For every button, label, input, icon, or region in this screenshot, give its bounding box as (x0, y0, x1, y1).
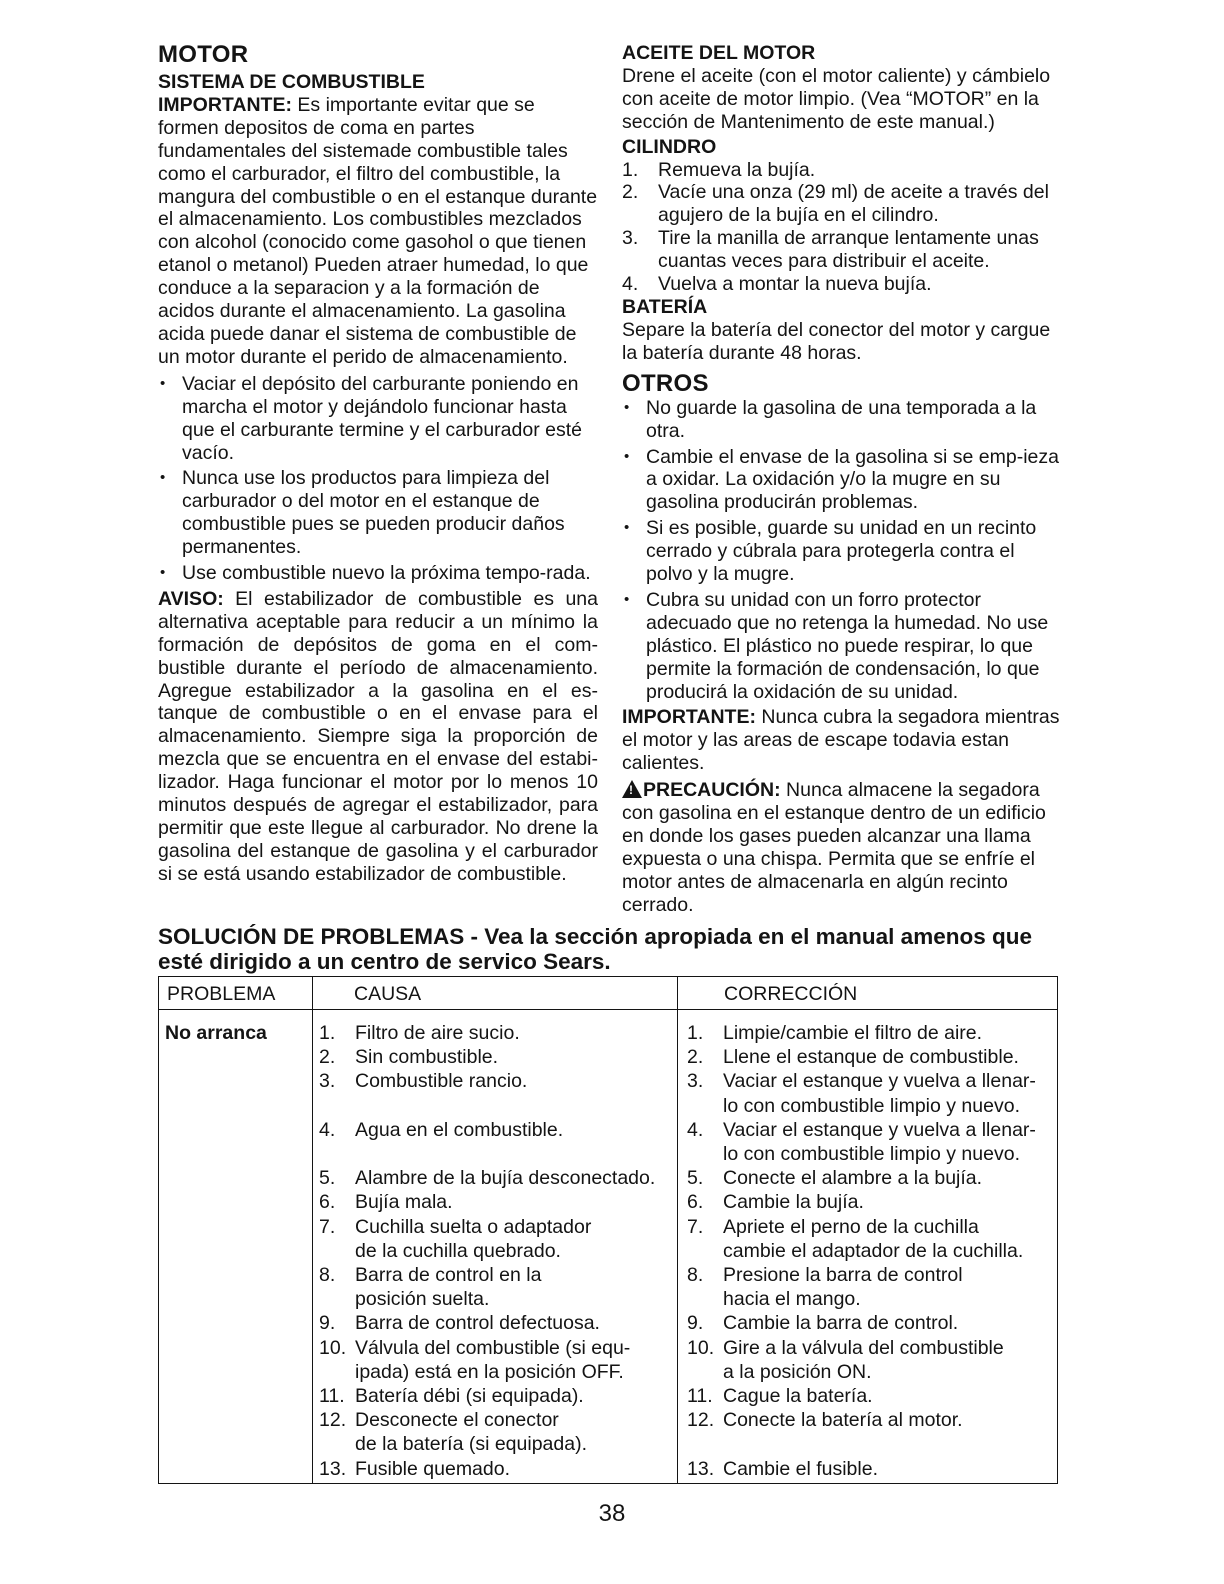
correction-text: Conecte el alambre a la bujía. (723, 1167, 983, 1190)
correction-number: 10. (687, 1336, 715, 1359)
cause-row (319, 1069, 659, 1093)
important-label: IMPORTANTE: (622, 706, 756, 729)
cause-text: Sin combustible. (355, 1046, 499, 1069)
cause-text: Fusible quemado. (355, 1457, 511, 1480)
list-item: • Cambie el envase de la gasolina si se emp-ieza a oxidar. La oxidación y/o la mugre en su gasolina producirán problemas. (622, 446, 1062, 515)
cause-row (319, 1311, 659, 1335)
right-column (622, 42, 1062, 917)
list-item: • Vaciar el depósito del carburante poniendo en marcha el motor y dejándolo funcionar hasta que el carburante termine y el carburador esté vacío. (158, 373, 598, 465)
cause-number: 5. (319, 1167, 336, 1190)
engine-oil-title: ACEITE DEL MOTOR (622, 42, 816, 64)
correction-row (687, 1021, 1027, 1045)
cause-row (319, 1263, 659, 1311)
caution-paragraph (622, 779, 1062, 916)
correction-number: 6. (687, 1191, 704, 1214)
correction-row (687, 1408, 1027, 1432)
correction-number: 5. (687, 1167, 704, 1190)
correction-text: Apriete el perno de la cuchilla (723, 1215, 979, 1238)
correction-text: a la posición ON. (723, 1360, 872, 1383)
list-item: • Use combustible nuevo la próxima tempo-rada. (158, 562, 598, 585)
correction-text: Conecte la batería al motor. (723, 1409, 963, 1432)
correction-text: Vaciar el estanque y vuelva a llenar- (723, 1070, 1036, 1093)
aviso-text: El estabilizador de combustible es una alternativa aceptable para reducir a un mínimo la formación de depósitos de goma en el com-bustible durante el período de almacenamiento. Agregue estabilizador a la gasolina en el es-tanque de combustible o en el envase para el almacenamiento. Siempre siga la proporción de mezcla que se encuentra en el envase del estabi-lizador. Haga funcionar el motor por lo menos 10 minutos después de agregar el estabilizador, para permitir que este llegue al carburador. No drene la gasolina del estanque de gasolina y el carburador si se está usando estabilizador de combustible. (158, 587, 598, 885)
cause-text: Válvula del combustible (si equ- (355, 1336, 631, 1359)
cause-row (319, 1166, 659, 1190)
important-label: IMPORTANTE: (158, 93, 292, 116)
battery-title: BATERÍA (622, 295, 708, 318)
cause-row (319, 1457, 659, 1481)
cause-text: Barra de control defectuosa. (355, 1312, 600, 1335)
cause-row (319, 1190, 659, 1214)
correction-text: Vaciar el estanque y vuelva a llenar- (723, 1118, 1036, 1141)
column-header-correction: CORRECCIÓN (724, 983, 858, 1005)
cause-text: Cuchilla suelta o adaptador (355, 1215, 592, 1238)
important-text: Nunca cubra la segadora mientras el motor y las areas de escape todavia estan calientes. (622, 706, 1060, 775)
right-important-paragraph (622, 706, 1062, 775)
engine-oil-text: Drene el aceite (con el motor caliente) y cámbielo con aceite de motor limpio. (Vea “MOTOR” en la sección de Mantenimento de este manual.) (622, 64, 1051, 133)
important-text: Es importante evitar que se formen depositos de coma en partes fundamentales del sistemade combustible tales como el carburador, el filtro del combustible, la mangura del combustible o en el estanque durante el almacenamiento. Los combustibles mezclados con alcohol (conocido come gasohol o que tienen etanol o metanol) Pueden atraer humedad, lo que conduce a la separacion y a la formación de acidos durante el almacenamiento. La gasolina acida puede danar el sistema de combustible de un motor durante el perido de almacenamiento. (158, 93, 598, 368)
correction-row (687, 1457, 1027, 1481)
cylinder-steps (622, 159, 1062, 296)
correction-number: 1. (687, 1022, 704, 1044)
correction-row (687, 1045, 1027, 1069)
troubleshooting-table (158, 976, 1058, 1484)
correction-text: Cague la batería. (723, 1385, 873, 1407)
fuel-important-paragraph (158, 94, 598, 369)
cause-text: Alambre de la bujía desconectado. (355, 1167, 656, 1190)
list-item: • Cubra su unidad con un forro protector adecuado que no retenga la humedad. No use plástico. El plástico no puede respirar, lo que permite la formación de condensación, lo que producirá la oxidación de su unidad. (622, 589, 1062, 704)
cause-text: ipada) está en la posición OFF. (355, 1360, 624, 1383)
column-divider (677, 977, 678, 1483)
column-header-cause: CAUSA (354, 983, 422, 1005)
correction-number: 3. (687, 1070, 704, 1093)
list-item: 4. Vuelva a montar la nueva bujía. (622, 273, 932, 296)
cause-number: 2. (319, 1046, 336, 1069)
cause-text: Combustible rancio. (355, 1070, 528, 1093)
correction-text: cambie el adaptador de la cuchilla. (723, 1239, 1024, 1262)
cause-row (319, 1215, 659, 1263)
aviso-label: AVISO: (158, 587, 224, 610)
cause-number: 1. (319, 1022, 336, 1044)
correction-number: 13. (687, 1457, 715, 1480)
correction-text: Gire a la válvula del combustible (723, 1336, 1004, 1359)
cause-number: 7. (319, 1215, 336, 1238)
cylinder-title: CILINDRO (622, 135, 717, 158)
cause-number: 13. (319, 1457, 347, 1480)
battery-text: Separe la batería del conector del motor y cargue la batería durante 48 horas. (622, 318, 1051, 364)
cause-row (319, 1118, 659, 1142)
cause-text: de la batería (si equipada). (355, 1433, 587, 1456)
caution-label: PRECAUCIÓN: (643, 779, 781, 802)
correction-text: Limpie/cambie el filtro de aire. (723, 1022, 983, 1044)
correction-number: 8. (687, 1264, 704, 1286)
cause-text: Agua en el combustible. (355, 1118, 564, 1141)
cause-text: posición suelta. (355, 1288, 490, 1311)
page-number: 38 (598, 1500, 626, 1527)
cause-number: 6. (319, 1191, 336, 1214)
correction-number: 12. (687, 1409, 715, 1432)
others-title: OTROS (622, 369, 709, 397)
aviso-paragraph (158, 588, 598, 886)
others-bullet-list (622, 397, 1062, 704)
correction-number: 9. (687, 1312, 704, 1335)
problem-cell: No arranca (165, 1022, 267, 1044)
list-item: 1. Remueva la bujía. (622, 158, 816, 181)
correction-number: 7. (687, 1215, 704, 1238)
correction-row (687, 1190, 1027, 1214)
correction-text: Llene el estanque de combustible. (723, 1046, 1019, 1069)
correction-row (687, 1311, 1027, 1335)
motor-title: MOTOR (158, 41, 249, 68)
correction-text: Cambie el fusible. (723, 1457, 878, 1480)
cause-text: Batería débi (si equipada). (355, 1385, 584, 1407)
cause-number: 10. (319, 1336, 347, 1359)
cause-number: 9. (319, 1312, 336, 1335)
cause-row (319, 1408, 659, 1456)
cause-row (319, 1336, 659, 1384)
correction-row (687, 1384, 1027, 1408)
list-item: • Si es posible, guarde su unidad en un recinto cerrado y cúbrala para protegerla contra el polvo y la mugre. (622, 517, 1062, 586)
correction-row (687, 1336, 1027, 1384)
correction-text: hacia el mango. (723, 1288, 861, 1311)
cause-number: 8. (319, 1264, 336, 1286)
correction-text: Cambie la barra de control. (723, 1312, 959, 1335)
correction-row (687, 1118, 1036, 1166)
list-item: • No guarde la gasolina de una temporada a la otra. (622, 397, 1062, 443)
correction-number: 2. (687, 1046, 704, 1069)
cause-number: 4. (319, 1118, 336, 1141)
column-divider (312, 977, 313, 1483)
cause-row (319, 1045, 659, 1069)
cause-text: Barra de control en la (355, 1264, 542, 1286)
correction-number: 4. (687, 1118, 704, 1141)
correction-row (687, 1069, 1036, 1117)
caution-text: Nunca almacene la segadora con gasolina en el estanque dentro de un edificio en donde los gases pueden alcanzar una llama expuesta o una chispa. Permita que se enfríe el motor antes de almacenarla en algún recinto cerrado. (622, 779, 1046, 916)
correction-text: lo con combustible limpio y nuevo. (723, 1094, 1020, 1117)
warning-triangle-icon: ! (622, 780, 642, 798)
cause-text: Bujía mala. (355, 1191, 453, 1214)
fuel-bullet-list (158, 373, 598, 585)
troubleshooting-heading: SOLUCIÓN DE PROBLEMAS - Vea la sección apropiada en el manual amenos que esté dirigido a un centro de servico Sears. (158, 924, 1032, 974)
column-header-problem: PROBLEMA (167, 983, 276, 1005)
fuel-system-title: SISTEMA DE COMBUSTIBLE (158, 71, 425, 93)
list-item: 2. Vacíe una onza (29 ml) de aceite a través del agujero de la bujía en el cilindro. (622, 181, 1049, 227)
correction-row (687, 1166, 1027, 1190)
cause-text: Desconecte el conector (355, 1409, 559, 1432)
list-item: 3. Tire la manilla de arranque lentamente unas cuantas veces para distribuir el aceite. (622, 227, 1039, 273)
cause-text: Filtro de aire sucio. (355, 1022, 520, 1044)
correction-text: Presione la barra de control (723, 1264, 963, 1286)
cause-row (319, 1021, 659, 1045)
correction-row (687, 1263, 1027, 1311)
list-item: • Nunca use los productos para limpieza del carburador o del motor en el estanque de combustible pues se pueden producir daños permanentes. (158, 467, 598, 559)
cause-number: 3. (319, 1070, 336, 1093)
correction-number: 11. (687, 1385, 713, 1407)
left-column (158, 42, 598, 886)
correction-row (687, 1215, 1027, 1263)
correction-text: Cambie la bujía. (723, 1191, 864, 1214)
cause-number: 12. (319, 1409, 347, 1432)
cause-number: 11. (319, 1385, 345, 1407)
cause-row (319, 1384, 659, 1408)
header-divider (159, 1009, 1057, 1010)
correction-text: lo con combustible limpio y nuevo. (723, 1142, 1020, 1165)
cause-text: de la cuchilla quebrado. (355, 1239, 561, 1262)
